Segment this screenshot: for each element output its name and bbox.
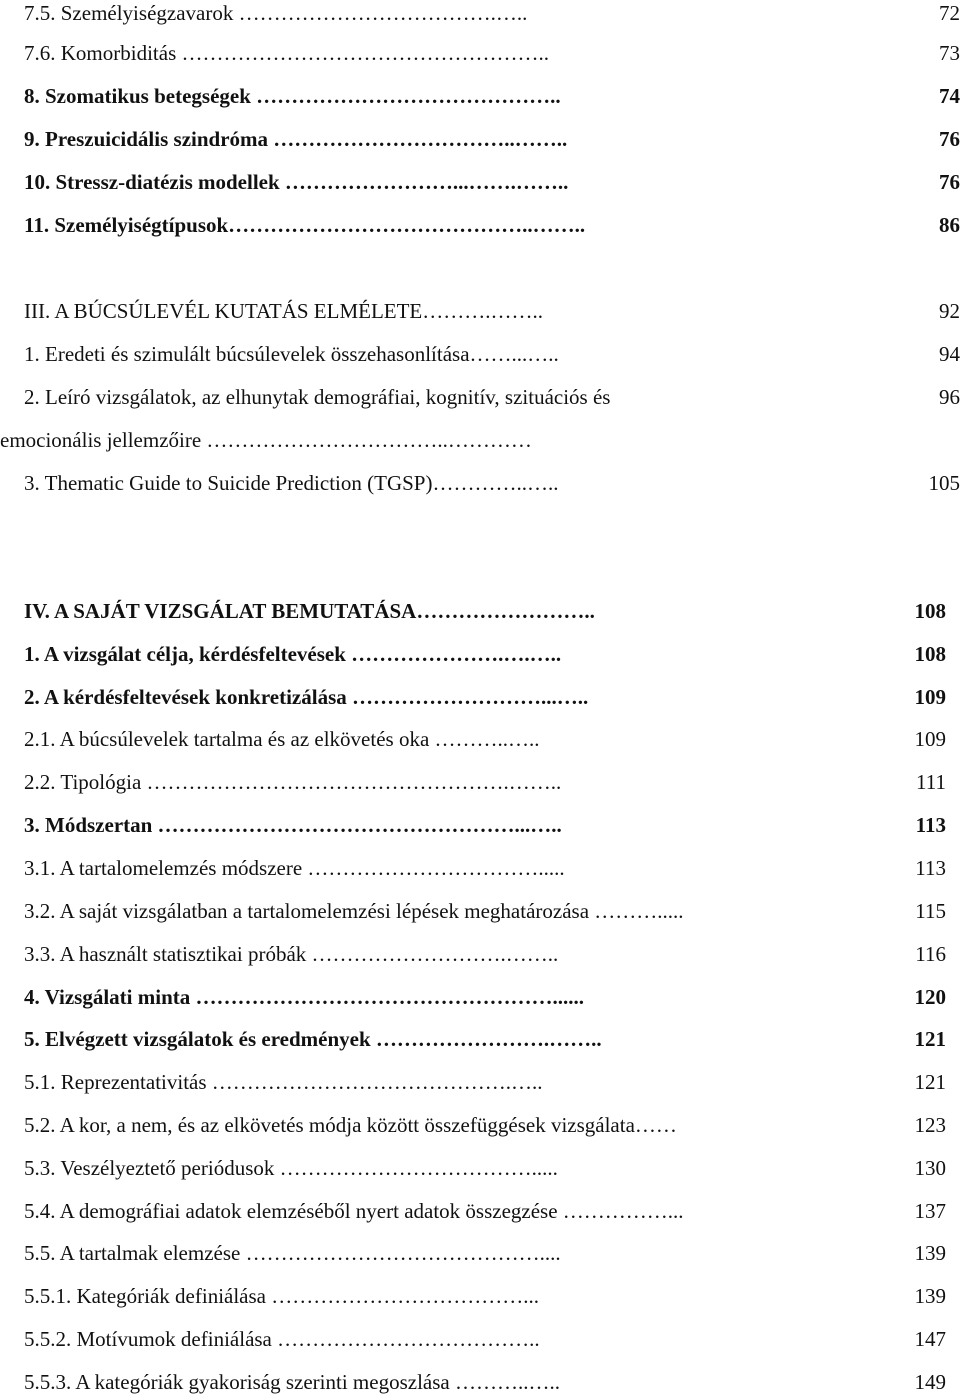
toc-entry-title: 9. Preszuicidális szindróma ……………………………..…….. — [24, 127, 567, 151]
toc-entry-title: IV. A SAJÁT VIZSGÁLAT BEMUTATÁSA…………………….. — [24, 599, 595, 623]
toc-entry-page-number: 139 — [915, 1283, 947, 1309]
toc-entry — [24, 1283, 946, 1309]
toc-entry-page-number: 86 — [939, 212, 960, 238]
toc-entry-title: 5.2. A kor, a nem, és az elkövetés módja között összefüggések vizsgálata…… — [24, 1113, 677, 1137]
toc-entry-title: 2.1. A búcsúlevelek tartalma és az elkövetés oka ………..….. — [24, 727, 540, 751]
toc-entry-page-number: 74 — [939, 83, 960, 109]
toc-entry-page-number: 115 — [915, 898, 946, 924]
toc-entry-page-number: 109 — [915, 684, 947, 710]
toc-entry-title: 5.5.2. Motívumok definiálása ……………………………….. — [24, 1327, 540, 1351]
toc-entry — [24, 169, 960, 195]
toc-entry — [0, 427, 960, 453]
toc-entry-title: 5.5. A tartalmak elemzése …………………………………….... — [24, 1241, 561, 1265]
toc-entry — [24, 855, 946, 881]
toc-entry-title: 8. Szomatikus betegségek …………………………………….. — [24, 84, 561, 108]
toc-entry-title: 5.3. Veszélyeztető periódusok ………………………………..... — [24, 1156, 558, 1180]
toc-entry — [24, 0, 960, 26]
toc-entry-title: 5.1. Reprezentativitás …………………………………….….. — [24, 1070, 543, 1094]
toc-entry — [24, 812, 946, 838]
toc-entry-page-number: 92 — [939, 298, 960, 324]
toc-entry — [24, 126, 960, 152]
toc-entry-page-number: 96 — [939, 384, 960, 410]
toc-entry — [24, 83, 960, 109]
toc-entry-title: 1. Eredeti és szimulált búcsúlevelek összehasonlítása……...….. — [24, 342, 559, 366]
toc-entry — [24, 1369, 946, 1395]
toc-entry-page-number: 137 — [915, 1198, 947, 1224]
toc-entry-title: 2. Leíró vizsgálatok, az elhunytak demográfiai, kognitív, szituációs és — [24, 385, 610, 409]
toc-entry-title: 10. Stressz-diatézis modellek ……………………...…….…….. — [24, 170, 568, 194]
toc-entry — [24, 341, 960, 367]
toc-entry-page-number: 123 — [915, 1112, 947, 1138]
toc-entry — [24, 1155, 946, 1181]
toc-entry — [24, 898, 946, 924]
toc-entry — [24, 598, 946, 624]
toc-entry — [24, 40, 960, 66]
toc-entry-title: 5.4. A demográfiai adatok elemzéséből nyert adatok összegzése ……………... — [24, 1199, 684, 1223]
toc-entry-title: emocionális jellemzőire ……………………………..………… — [0, 428, 532, 452]
toc-entry-title: 3.3. A használt statisztikai próbák ……………………….…….. — [24, 942, 558, 966]
toc-entry-title: 7.5. Személyiségzavarok ……………………………….….. — [24, 1, 527, 25]
toc-entry — [24, 298, 960, 324]
toc-entry-title: 5.5.3. A kategóriák gyakoriság szerinti megoszlása ………..….. — [24, 1370, 560, 1394]
toc-entry-title: III. A BÚCSÚLEVÉL KUTATÁS ELMÉLETE……….…….. — [24, 299, 543, 323]
toc-entry-page-number: 121 — [915, 1069, 947, 1095]
toc-entry-page-number: 111 — [916, 769, 946, 795]
toc-entry-title: 11. Személyiségtípusok……………………………………..…….. — [24, 213, 585, 237]
toc-entry-title: 3.1. A tartalomelemzés módszere ……………………………..... — [24, 856, 565, 880]
toc-entry — [24, 984, 946, 1010]
toc-entry-title: 2. A kérdésfeltevések konkretizálása ………………………...….. — [24, 685, 588, 709]
toc-entry-page-number: 113 — [916, 812, 946, 838]
toc-entry-title: 2.2. Tipológia …………………………………………….…….. — [24, 770, 561, 794]
toc-entry-page-number: 139 — [915, 1240, 947, 1266]
toc-entry — [24, 1026, 946, 1052]
toc-entry — [24, 941, 946, 967]
toc-entry — [24, 641, 946, 667]
toc-entry-page-number: 105 — [929, 470, 960, 496]
toc-entry-page-number: 94 — [939, 341, 960, 367]
toc-entry-page-number: 72 — [939, 0, 960, 26]
toc-entry — [24, 1198, 946, 1224]
toc-entry — [24, 1112, 946, 1138]
toc-entry-page-number: 130 — [915, 1155, 947, 1181]
toc-entry — [24, 1240, 946, 1266]
toc-entry — [24, 726, 946, 752]
toc-entry-page-number: 113 — [915, 855, 946, 881]
toc-entry — [24, 384, 960, 410]
toc-entry — [24, 212, 960, 238]
toc-entry-title: 7.6. Komorbiditás …………………………………………….. — [24, 41, 549, 65]
toc-entry — [24, 470, 960, 496]
toc-entry — [24, 1326, 946, 1352]
toc-entry-title: 3. Módszertan ……………………………………………...….. — [24, 813, 562, 837]
toc-entry-page-number: 147 — [915, 1326, 947, 1352]
toc-entry-page-number: 73 — [939, 40, 960, 66]
toc-entry-page-number: 116 — [915, 941, 946, 967]
toc-entry — [24, 769, 946, 795]
toc-entry-page-number: 108 — [915, 598, 947, 624]
toc-entry-title: 3.2. A saját vizsgálatban a tartalomelemzési lépések meghatározása ………..... — [24, 899, 684, 923]
toc-entry-page-number: 76 — [939, 126, 960, 152]
toc-entry-page-number: 76 — [939, 169, 960, 195]
toc-entry — [24, 684, 946, 710]
toc-entry-page-number: 149 — [915, 1369, 947, 1395]
toc-entry-title: 5. Elvégzett vizsgálatok és eredmények …………………….…….. — [24, 1027, 602, 1051]
toc-entry-page-number: 121 — [915, 1026, 947, 1052]
toc-entry-title: 5.5.1. Kategóriák definiálása ………………………………... — [24, 1284, 539, 1308]
toc-entry-title: 3. Thematic Guide to Suicide Prediction (TGSP)…………..….. — [24, 471, 558, 495]
toc-entry-title: 4. Vizsgálati minta ……………………………………………...... — [24, 985, 584, 1009]
toc-entry-title: 1. A vizsgálat célja, kérdésfeltevések ………………….….….. — [24, 642, 561, 666]
toc-entry-page-number: 108 — [915, 641, 947, 667]
toc-entry — [24, 1069, 946, 1095]
toc-entry-page-number: 109 — [915, 726, 947, 752]
toc-entry-page-number: 120 — [915, 984, 947, 1010]
